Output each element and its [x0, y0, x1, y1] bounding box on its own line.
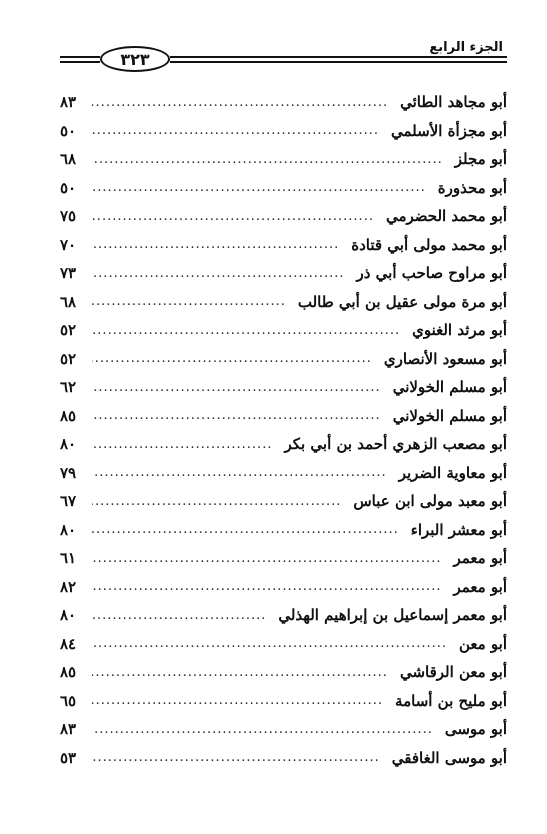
index-entry — [60, 601, 507, 630]
index-entry — [60, 459, 507, 488]
entry-page-number: ٨٥ — [60, 663, 77, 682]
index-entry — [60, 373, 507, 402]
entry-name: أبو مجزأة الأسلمي — [391, 121, 507, 140]
part-title: الجزء الرابع — [419, 40, 503, 55]
dot-leader — [92, 123, 379, 138]
entry-name: أبو محمد الحضرمي — [385, 207, 507, 226]
index-entry — [60, 259, 507, 288]
index-entry — [60, 174, 507, 203]
index-entry — [60, 88, 507, 117]
entry-page-number: ٨٥ — [60, 406, 77, 425]
index-entry — [60, 402, 507, 431]
entry-page-number: ٧٣ — [60, 264, 77, 283]
index-entry — [60, 630, 507, 659]
dot-leader — [92, 294, 286, 309]
index-entry — [60, 202, 507, 231]
dot-leader — [92, 494, 341, 509]
index-entry — [60, 288, 507, 317]
index-entry — [60, 345, 507, 374]
entry-name: أبو معمر إسماعيل بن إبراهيم الهذلي — [278, 606, 507, 625]
entry-page-number: ٨٤ — [60, 634, 77, 653]
index-entry — [60, 145, 507, 174]
entry-name: أبو محذورة — [437, 178, 507, 197]
dot-leader — [92, 180, 426, 195]
entry-page-number: ٧٥ — [60, 207, 77, 226]
header-rule — [60, 61, 100, 63]
dot-leader — [92, 209, 374, 224]
entry-page-number: ٨٠ — [60, 435, 77, 454]
header-rule — [170, 61, 507, 63]
entry-name: أبو مجلز — [454, 150, 507, 169]
dot-leader — [92, 551, 441, 566]
entry-page-number: ٦١ — [60, 549, 77, 568]
entry-name: أبو معبد مولى ابن عباس — [353, 492, 507, 511]
entry-name: أبو مجاهد الطائي — [400, 93, 507, 112]
dot-leader — [92, 351, 372, 366]
entry-page-number: ٥٢ — [60, 349, 77, 368]
entry-name: أبو موسى الغافقي — [391, 748, 507, 767]
index-list — [60, 88, 507, 772]
entry-name: أبو مرثد الغنوي — [412, 321, 507, 340]
entry-name: أبو مسلم الخولاني — [392, 378, 507, 397]
entry-name: أبو موسى — [444, 720, 507, 739]
entry-name: أبو معاوية الضرير — [398, 463, 507, 482]
entry-name: أبو مسلم الخولاني — [392, 406, 507, 425]
dot-leader — [92, 579, 441, 594]
entry-name: أبو مليح بن أسامة — [395, 691, 507, 710]
entry-page-number: ٦٨ — [60, 150, 77, 169]
index-entry — [60, 544, 507, 573]
entry-page-number: ٨٠ — [60, 606, 77, 625]
index-entry — [60, 516, 507, 545]
entry-page-number: ٨٣ — [60, 93, 77, 112]
entry-name: أبو مرة مولى عقيل بن أبي طالب — [297, 292, 507, 311]
index-entry — [60, 316, 507, 345]
entry-page-number: ٨٠ — [60, 520, 77, 539]
dot-leader — [92, 465, 387, 480]
dot-leader — [92, 636, 447, 651]
index-entry — [60, 687, 507, 716]
index-entry — [60, 658, 507, 687]
entry-name: أبو معمر — [453, 549, 507, 568]
dot-leader — [92, 152, 443, 167]
entry-name: أبو مراوح صاحب أبي ذر — [356, 264, 507, 283]
entry-page-number: ٦٨ — [60, 292, 77, 311]
entry-page-number: ٥٠ — [60, 121, 77, 140]
index-entry — [60, 744, 507, 773]
dot-leader — [92, 522, 399, 537]
entry-page-number: ٥٢ — [60, 321, 77, 340]
dot-leader — [92, 237, 339, 252]
entry-page-number: ٧٠ — [60, 235, 77, 254]
dot-leader — [92, 750, 380, 765]
entry-name: أبو معمر — [453, 577, 507, 596]
entry-name: أبو معن — [458, 634, 507, 653]
entry-name: أبو مسعود الأنصاري — [383, 349, 507, 368]
entry-name: أبو معن الرقاشي — [399, 663, 507, 682]
entry-page-number: ٦٧ — [60, 492, 77, 511]
index-entry — [60, 430, 507, 459]
entry-page-number: ٥٠ — [60, 178, 77, 197]
dot-leader — [92, 665, 388, 680]
index-entry — [60, 117, 507, 146]
dot-leader — [92, 608, 266, 623]
entry-page-number: ٨٣ — [60, 720, 77, 739]
dot-leader — [92, 693, 383, 708]
dot-leader — [92, 266, 345, 281]
dot-leader — [92, 380, 381, 395]
entry-name: أبو مصعب الزهري أحمد بن أبي بكر — [284, 435, 507, 454]
entry-page-number: ٧٩ — [60, 463, 77, 482]
index-entry — [60, 487, 507, 516]
dot-leader — [92, 323, 400, 338]
entry-name: أبو معشر البراء — [410, 520, 507, 539]
header-rule — [170, 56, 507, 58]
dot-leader — [92, 95, 388, 110]
page-header — [60, 38, 507, 82]
entry-page-number: ٨٢ — [60, 577, 77, 596]
entry-page-number: ٦٢ — [60, 378, 77, 397]
dot-leader — [92, 722, 433, 737]
entry-name: أبو محمد مولى أبي قتادة — [351, 235, 507, 254]
index-entry — [60, 231, 507, 260]
dot-leader — [92, 408, 381, 423]
index-entry — [60, 715, 507, 744]
page-number: ٣٢٣ — [100, 46, 170, 72]
entry-page-number: ٥٣ — [60, 748, 77, 767]
dot-leader — [92, 437, 272, 452]
header-rule — [60, 56, 100, 58]
entry-page-number: ٦٥ — [60, 691, 77, 710]
index-entry — [60, 573, 507, 602]
